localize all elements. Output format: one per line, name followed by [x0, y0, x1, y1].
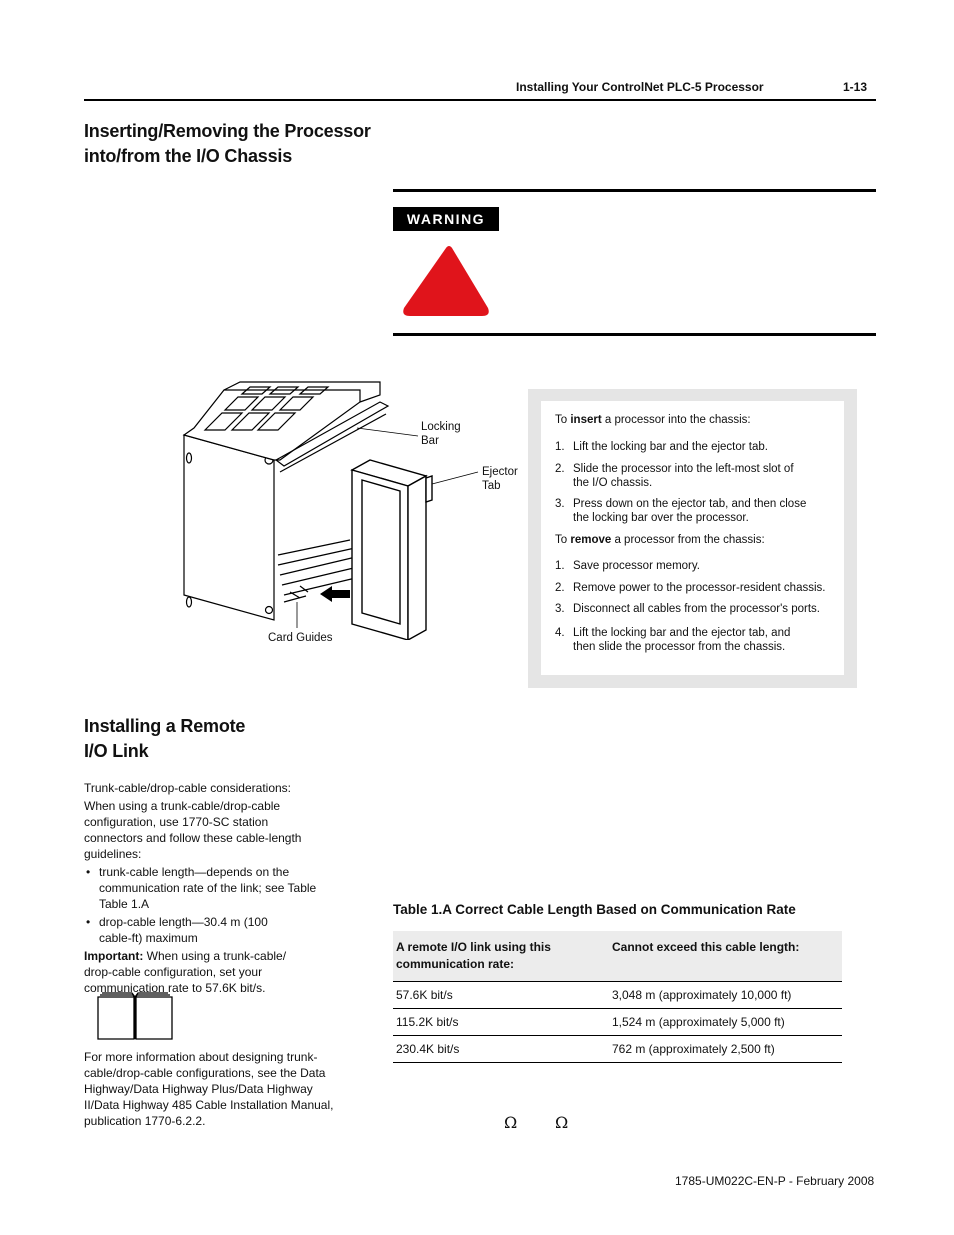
bullet-item: [84, 864, 324, 912]
intro-text: To: [555, 534, 571, 546]
step-number: 2.: [555, 582, 565, 594]
step-text: Disconnect all cables from the processor's ports.: [573, 603, 820, 615]
intro-text: To: [555, 414, 571, 426]
table-row: [393, 982, 842, 1009]
callout-text: Bar: [421, 435, 439, 447]
procedure-content: [541, 401, 844, 675]
heading-line: Installing a Remote: [84, 716, 246, 736]
warning-triangle-icon: [400, 242, 492, 325]
warning-top-rule: [393, 189, 876, 192]
callout-text: Locking: [421, 421, 461, 433]
footer-publication: 1785-UM022C-EN-P - February 2008: [675, 1174, 875, 1188]
column-header: Cannot exceed this cable length:: [604, 931, 842, 982]
bullet-item: [84, 914, 269, 946]
cable-length-table: [393, 931, 842, 1063]
bullet-text: drop-cable length—30.4 m (100 cable-ft) maximum: [99, 915, 268, 945]
table-title: Table 1.A Correct Cable Length Based on Communication Rate: [393, 902, 796, 917]
warning-bottom-rule: [393, 333, 876, 336]
book-icon: [96, 991, 174, 1048]
step-text: Lift the locking bar and the ejector tab.: [573, 441, 768, 453]
table-cell-length: 3,048 m (approximately 10,000 ft): [604, 982, 842, 1009]
important-label: Important:: [84, 949, 144, 963]
considerations-title: Trunk-cable/drop-cable considerations:: [84, 781, 291, 795]
important-text: When using a trunk-cable/ drop-cable configuration, set your communication rate to 57.6K bit/s.: [84, 949, 287, 995]
step-number: 1.: [555, 441, 565, 453]
intro-keyword: remove: [570, 534, 612, 546]
callout-text: Tab: [482, 480, 501, 492]
ejector-tab-callout: [482, 465, 518, 493]
trunk-cable-considerations: [84, 780, 334, 996]
step-text: Press down on the ejector tab, and then close the locking bar over the processor.: [573, 498, 807, 524]
section-heading-inserting: [84, 119, 371, 169]
intro-text: a processor into the chassis:: [601, 414, 751, 426]
column-header: A remote I/O link using this communication rate:: [393, 931, 604, 982]
more-info-paragraph: For more information about designing trunk-cable/drop-cable configurations, see the Data Highway/Data Highway Plus/Data Highway II/Data Highway 485 Cable Installation Manual, publication 1770-6.2.2.: [84, 1050, 334, 1128]
heading-line: into/from the I/O Chassis: [84, 146, 293, 166]
considerations-paragraph: When using a trunk-cable/drop-cable configuration, use 1770-SC station connectors and follow these cable-length guidelines:: [84, 799, 302, 861]
table-header-row: [393, 931, 842, 982]
bullet-dot: •: [86, 915, 91, 929]
step-number: 1.: [555, 560, 565, 572]
table-cell-length: 762 m (approximately 2,500 ft): [604, 1036, 842, 1063]
page-number: 1-13: [843, 80, 868, 94]
important-note: [84, 948, 299, 996]
warning-label: WARNING: [393, 207, 499, 231]
table-cell-rate: 115.2K bit/s: [393, 1009, 604, 1036]
locking-bar-callout: [421, 420, 461, 448]
callout-text: Ejector: [482, 466, 518, 478]
table-cell-rate: 230.4K bit/s: [393, 1036, 604, 1063]
table-cell-rate: 57.6K bit/s: [393, 982, 604, 1009]
step-text: Remove power to the processor-resident chassis.: [573, 582, 826, 594]
insert-intro: [555, 414, 835, 428]
table-row: [393, 1036, 842, 1063]
remove-intro: [555, 534, 835, 548]
table-cell-length: 1,524 m (approximately 5,000 ft): [604, 1009, 842, 1036]
step-number: 4.: [555, 627, 565, 639]
heading-line: Inserting/Removing the Processor: [84, 121, 371, 141]
running-header-title: Installing Your ControlNet PLC-5 Processor: [516, 80, 764, 94]
step-text: Slide the processor into the left-most slot of the I/O chassis.: [573, 463, 794, 489]
intro-keyword: insert: [570, 414, 602, 426]
card-guides-callout: Card Guides: [268, 632, 333, 644]
step-number: 3.: [555, 603, 565, 615]
omega-symbol: Ω: [555, 1113, 569, 1132]
header-rule: [84, 99, 876, 101]
step-text: Save processor memory.: [573, 560, 700, 572]
section-heading-remote-io: [84, 714, 245, 764]
table-row: [393, 1009, 842, 1036]
heading-line: I/O Link: [84, 741, 149, 761]
omega-symbol: Ω: [504, 1113, 518, 1132]
bullet-dot: •: [86, 865, 91, 879]
step-text: Lift the locking bar and the ejector tab, and then slide the processor from the chassis.: [573, 627, 791, 653]
step-number: 3.: [555, 498, 565, 510]
step-number: 2.: [555, 463, 565, 475]
bullet-text: trunk-cable length—depends on the communication rate of the link; see Table Table 1.A: [99, 865, 317, 911]
intro-text: a processor from the chassis:: [611, 534, 765, 546]
